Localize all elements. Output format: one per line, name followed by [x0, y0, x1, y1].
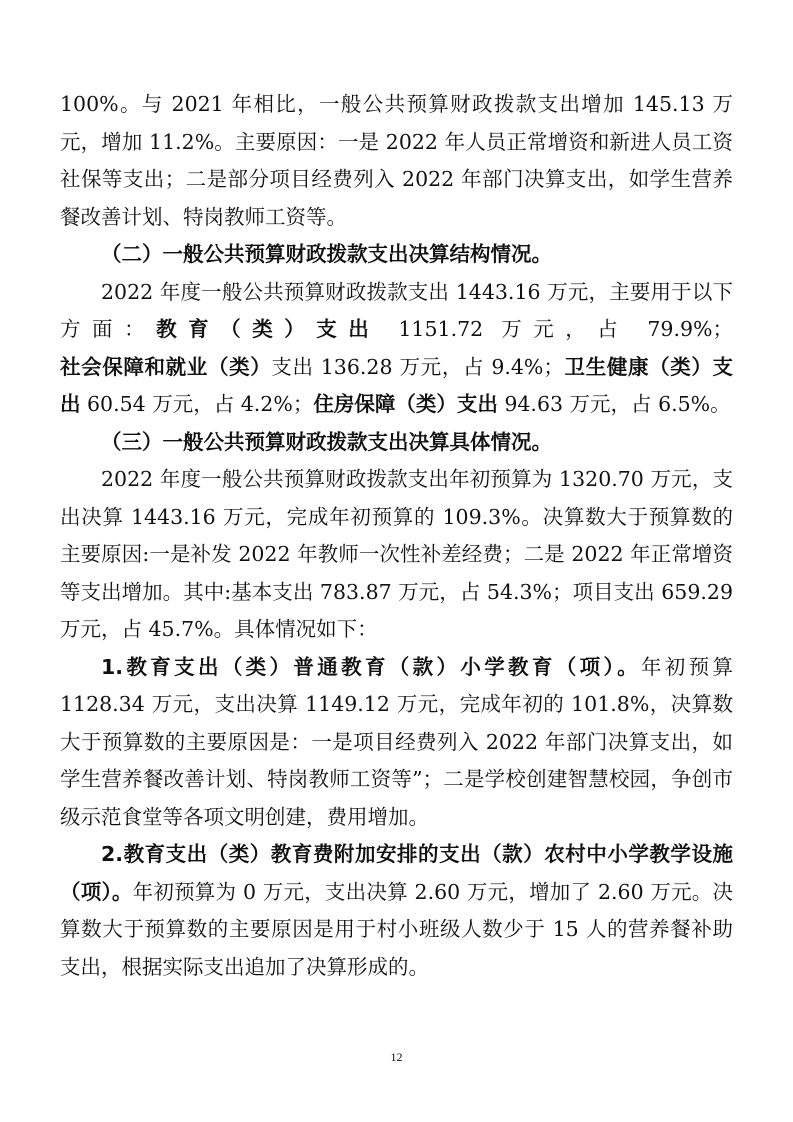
item-rural-facilities-text: 年初预算为 0 万元，支出决算 2.60 万元，增加了 2.60 万元。决算数大于预算数的主要原因是用于村小班级人数少于 15 人的营养餐补助支出，根据实际支出追加了决算形成的。	[60, 879, 734, 979]
item-primary-education-text: 年初预算 1128.34 万元，支出决算 1149.12 万元，完成年初的 101.8%，决算数大于预算数的主要原因是：一是项目经费列入 2022 年部门决算支出，如学生营养餐改善计划、特岗教师工资等”；二是学校创建智慧校园，争创市级示范食堂等各项文明创建，费用增加。	[60, 654, 733, 829]
structure-intro: 2022 年度一般公共预算财政拨款支出 1443.16 万元，主要用于以下方面：	[60, 279, 733, 341]
paragraph-item-rural-facilities	[60, 836, 733, 986]
page-number: 12	[390, 1050, 403, 1064]
heading-detail-section: （三）一般公共预算财政拨款支出决算具体情况。	[101, 429, 552, 454]
social-security-category-value: 支出 136.28 万元，占 9.4%；	[271, 354, 564, 379]
health-category-label: 卫生健康（类）支出	[60, 354, 733, 416]
social-security-category-label: 社会保障和就业（类）	[60, 354, 272, 379]
housing-category-value: 94.63 万元，占 6.5%。	[497, 392, 731, 416]
heading-structure-section: （二）一般公共预算财政拨款支出决算结构情况。	[101, 242, 552, 266]
paragraph-item-primary-education	[60, 649, 733, 837]
education-category-value: 1151.72 万元，占 79.9%；	[380, 317, 734, 341]
health-category-value: 60.54 万元，占 4.2%；	[80, 392, 314, 416]
paragraph-structure	[60, 274, 733, 424]
education-category-label: 教育（类）支出	[156, 317, 381, 341]
housing-category-label: 住房保障（类）支出	[313, 392, 498, 416]
item-primary-education-title: 1.教育支出（类）普通教育（款）小学教育（项）。	[101, 654, 641, 679]
paragraph-expenditure-change: 100%。与 2021 年相比，一般公共预算财政拨款支出增加 145.13 万元，增加 11.2%。主要原因：一是 2022 年人员正常增资和新进人员工资社保等支出；二是部分项目经费列入 2022 年部门决算支出，如学生营养餐改善计划、特岗教师工资等。	[60, 92, 733, 229]
paragraph-detail: 2022 年度一般公共预算财政拨款支出年初预算为 1320.70 万元，支出决算 1443.16 万元，完成年初预算的 109.3%。决算数大于预算数的主要原因:一是补发 2022 年教师一次性补差经费；二是 2022 年正常增资等支出增加。其中:基本支出 783.87 万元，占 54.3%；项目支出 659.29 万元，占 45.7%。具体情况如下：	[60, 467, 733, 641]
item-rural-facilities-title: 2.教育支出（类）教育费附加安排的支出（款）农村中小学教学设施（项）。	[60, 842, 733, 904]
